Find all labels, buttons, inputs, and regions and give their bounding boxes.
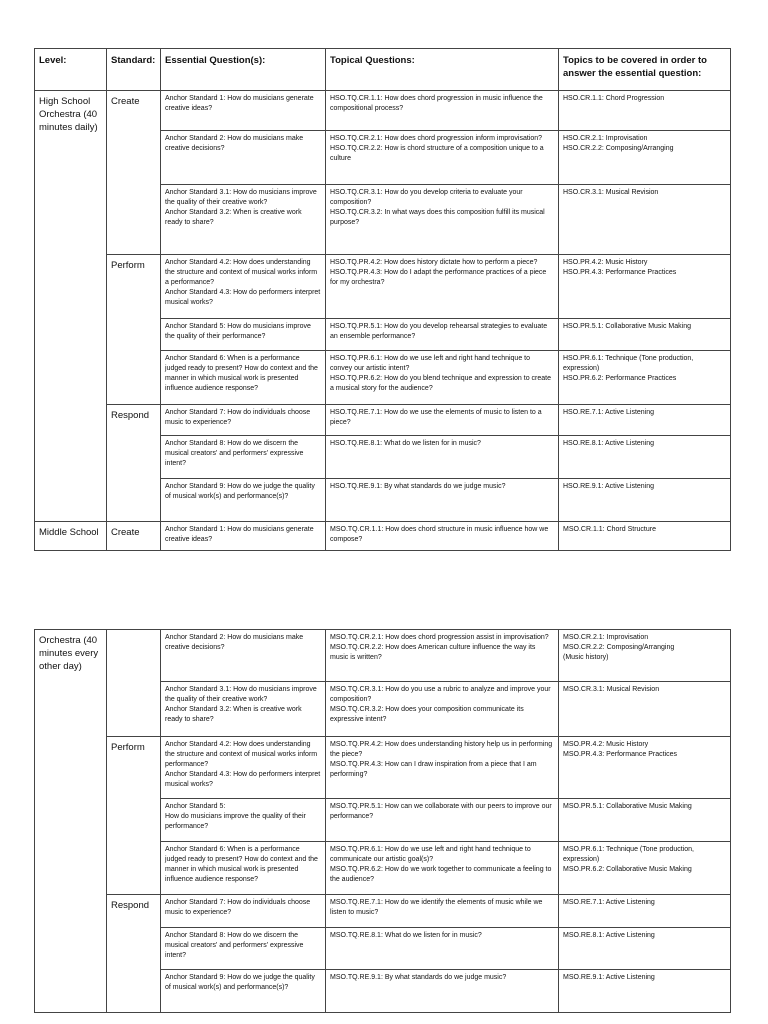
topical-question-cell: MSO.TQ.CR.1.1: How does chord structure in music influence how we compose? — [326, 522, 559, 551]
essential-question-cell: Anchor Standard 1: How do musicians generate creative ideas? — [161, 522, 326, 551]
level-cell: Orchestra (40 minutes every other day) — [35, 630, 107, 1013]
topic-cell: MSO.RE.9.1: Active Listening — [559, 970, 731, 1013]
topic-cell: HSO.PR.4.2: Music History HSO.PR.4.3: Performance Practices — [559, 255, 731, 319]
header-essential-questions: Essential Question(s): — [161, 49, 326, 91]
curriculum-table-page-2 — [34, 629, 731, 1013]
essential-question-cell: Anchor Standard 3.1: How do musicians improve the quality of their creative work? Anchor Standard 3.2: When is creative work ready to share? — [161, 185, 326, 255]
essential-question-cell: Anchor Standard 6: When is a performance judged ready to present? How do context and the manner in which musical work is presented influence audience response? — [161, 351, 326, 405]
standard-cell: Respond — [107, 405, 161, 522]
curriculum-table-page-1 — [34, 48, 731, 551]
topic-cell: HSO.CR.2.1: Improvisation HSO.CR.2.2: Composing/Arranging — [559, 131, 731, 185]
level-cell: Middle School — [35, 522, 107, 551]
level-cell: High School Orchestra (40 minutes daily) — [35, 91, 107, 522]
standard-cell: Create — [107, 91, 161, 255]
essential-question-cell: Anchor Standard 4.2: How does understanding the structure and context of musical works inform performance? Anchor Standard 4.3: How do performers interpret musical works? — [161, 737, 326, 799]
topic-cell: HSO.RE.8.1: Active Listening — [559, 436, 731, 479]
table-row — [35, 255, 731, 319]
essential-question-cell: Anchor Standard 5: How do musicians improve the quality of their performance? — [161, 799, 326, 842]
topic-cell: HSO.PR.5.1: Collaborative Music Making — [559, 319, 731, 351]
essential-question-cell: Anchor Standard 7: How do individuals choose music to experience? — [161, 895, 326, 928]
essential-question-cell: Anchor Standard 9: How do we judge the quality of musical work(s) and performance(s)? — [161, 479, 326, 522]
table-row — [35, 91, 731, 131]
topical-question-cell: MSO.TQ.PR.6.1: How do we use left and right hand technique to communicate our artistic goal(s)? MSO.TQ.PR.6.2: How do we work together to communicate a feeling to the audience? — [326, 842, 559, 895]
topical-question-cell: MSO.TQ.PR.5.1: How can we collaborate with our peers to improve our performance? — [326, 799, 559, 842]
standard-cell: Respond — [107, 895, 161, 1013]
topic-cell: MSO.PR.4.2: Music History MSO.PR.4.3: Performance Practices — [559, 737, 731, 799]
topical-question-cell: HSO.TQ.CR.2.1: How does chord progression inform improvisation? HSO.TQ.CR.2.2: How is chord structure of a composition unique to a culture — [326, 131, 559, 185]
topic-cell: HSO.RE.7.1: Active Listening — [559, 405, 731, 436]
essential-question-cell: Anchor Standard 2: How do musicians make creative decisions? — [161, 630, 326, 682]
topical-question-cell: HSO.TQ.CR.3.1: How do you develop criteria to evaluate your composition? HSO.TQ.CR.3.2: In what ways does this composition fulfill its musical purpose? — [326, 185, 559, 255]
topical-question-cell: MSO.TQ.RE.7.1: How do we identify the elements of music while we listen to music? — [326, 895, 559, 928]
topic-cell: MSO.PR.6.1: Technique (Tone production, expression) MSO.PR.6.2: Collaborative Music Making — [559, 842, 731, 895]
topical-question-cell: HSO.TQ.RE.7.1: How do we use the elements of music to listen to a piece? — [326, 405, 559, 436]
essential-question-cell: Anchor Standard 4.2: How does understanding the structure and context of musical works inform a performance? Anchor Standard 4.3: How do performers interpret musical works? — [161, 255, 326, 319]
essential-question-cell: Anchor Standard 2: How do musicians make creative decisions? — [161, 131, 326, 185]
standard-cell — [107, 630, 161, 737]
header-level: Level: — [35, 49, 107, 91]
topical-question-cell: MSO.TQ.PR.4.2: How does understanding history help us in performing the piece? MSO.TQ.PR.4.3: How can I draw inspiration from a piece that I am performing? — [326, 737, 559, 799]
header-standard: Standard: — [107, 49, 161, 91]
topic-cell: HSO.CR.1.1: Chord Progression — [559, 91, 731, 131]
essential-question-cell: Anchor Standard 5: How do musicians improve the quality of their performance? — [161, 319, 326, 351]
topic-cell: MSO.RE.7.1: Active Listening — [559, 895, 731, 928]
essential-question-cell: Anchor Standard 8: How do we discern the musical creators' and performers' expressive intent? — [161, 928, 326, 970]
standard-cell: Perform — [107, 737, 161, 895]
topic-cell: HSO.CR.3.1: Musical Revision — [559, 185, 731, 255]
header-topics: Topics to be covered in order to answer the essential question: — [559, 49, 731, 91]
topical-question-cell: HSO.TQ.PR.5.1: How do you develop rehearsal strategies to evaluate an ensemble performance? — [326, 319, 559, 351]
topical-question-cell: MSO.TQ.RE.9.1: By what standards do we judge music? — [326, 970, 559, 1013]
topic-cell: MSO.CR.3.1: Musical Revision — [559, 682, 731, 737]
essential-question-cell: Anchor Standard 1: How do musicians generate creative ideas? — [161, 91, 326, 131]
essential-question-cell: Anchor Standard 8: How do we discern the musical creators' and performers' expressive intent? — [161, 436, 326, 479]
topic-cell: HSO.RE.9.1: Active Listening — [559, 479, 731, 522]
topical-question-cell: HSO.TQ.RE.9.1: By what standards do we judge music? — [326, 479, 559, 522]
topic-cell: MSO.RE.8.1: Active Listening — [559, 928, 731, 970]
topic-cell: HSO.PR.6.1: Technique (Tone production, expression) HSO.PR.6.2: Performance Practices — [559, 351, 731, 405]
header-topical-questions: Topical Questions: — [326, 49, 559, 91]
table-row — [35, 895, 731, 928]
essential-question-cell: Anchor Standard 6: When is a performance judged ready to present? How do context and the manner in which musical work is presented influence audience response? — [161, 842, 326, 895]
essential-question-cell: Anchor Standard 3.1: How do musicians improve the quality of their creative work? Anchor Standard 3.2: When is creative work ready to share? — [161, 682, 326, 737]
table-row — [35, 737, 731, 799]
topical-question-cell: MSO.TQ.RE.8.1: What do we listen for in music? — [326, 928, 559, 970]
topical-question-cell: MSO.TQ.CR.3.1: How do you use a rubric to analyze and improve your composition? MSO.TQ.CR.3.2: How does your composition communicate its expressive intent? — [326, 682, 559, 737]
header-row — [35, 49, 731, 91]
essential-question-cell: Anchor Standard 9: How do we judge the quality of musical work(s) and performance(s)? — [161, 970, 326, 1013]
table-row — [35, 522, 731, 551]
standard-cell: Perform — [107, 255, 161, 405]
topic-cell: MSO.PR.5.1: Collaborative Music Making — [559, 799, 731, 842]
topical-question-cell: HSO.TQ.PR.6.1: How do we use left and right hand technique to convey our artistic intent? HSO.TQ.PR.6.2: How do you blend technique and expression to create a musical story for the audience? — [326, 351, 559, 405]
topical-question-cell: HSO.TQ.CR.1.1: How does chord progression in music influence the compositional process? — [326, 91, 559, 131]
topical-question-cell: HSO.TQ.PR.4.2: How does history dictate how to perform a piece? HSO.TQ.PR.4.3: How do I adapt the performance practices of a piece for my orchestra? — [326, 255, 559, 319]
topical-question-cell: MSO.TQ.CR.2.1: How does chord progression assist in improvisation? MSO.TQ.CR.2.2: How does American culture influence the way its music is written? — [326, 630, 559, 682]
topic-cell: MSO.CR.1.1: Chord Structure — [559, 522, 731, 551]
essential-question-cell: Anchor Standard 7: How do individuals choose music to experience? — [161, 405, 326, 436]
topic-cell: MSO.CR.2.1: Improvisation MSO.CR.2.2: Composing/Arranging (Music history) — [559, 630, 731, 682]
topical-question-cell: HSO.TQ.RE.8.1: What do we listen for in music? — [326, 436, 559, 479]
standard-cell: Create — [107, 522, 161, 551]
table-row — [35, 630, 731, 682]
table-row — [35, 405, 731, 436]
